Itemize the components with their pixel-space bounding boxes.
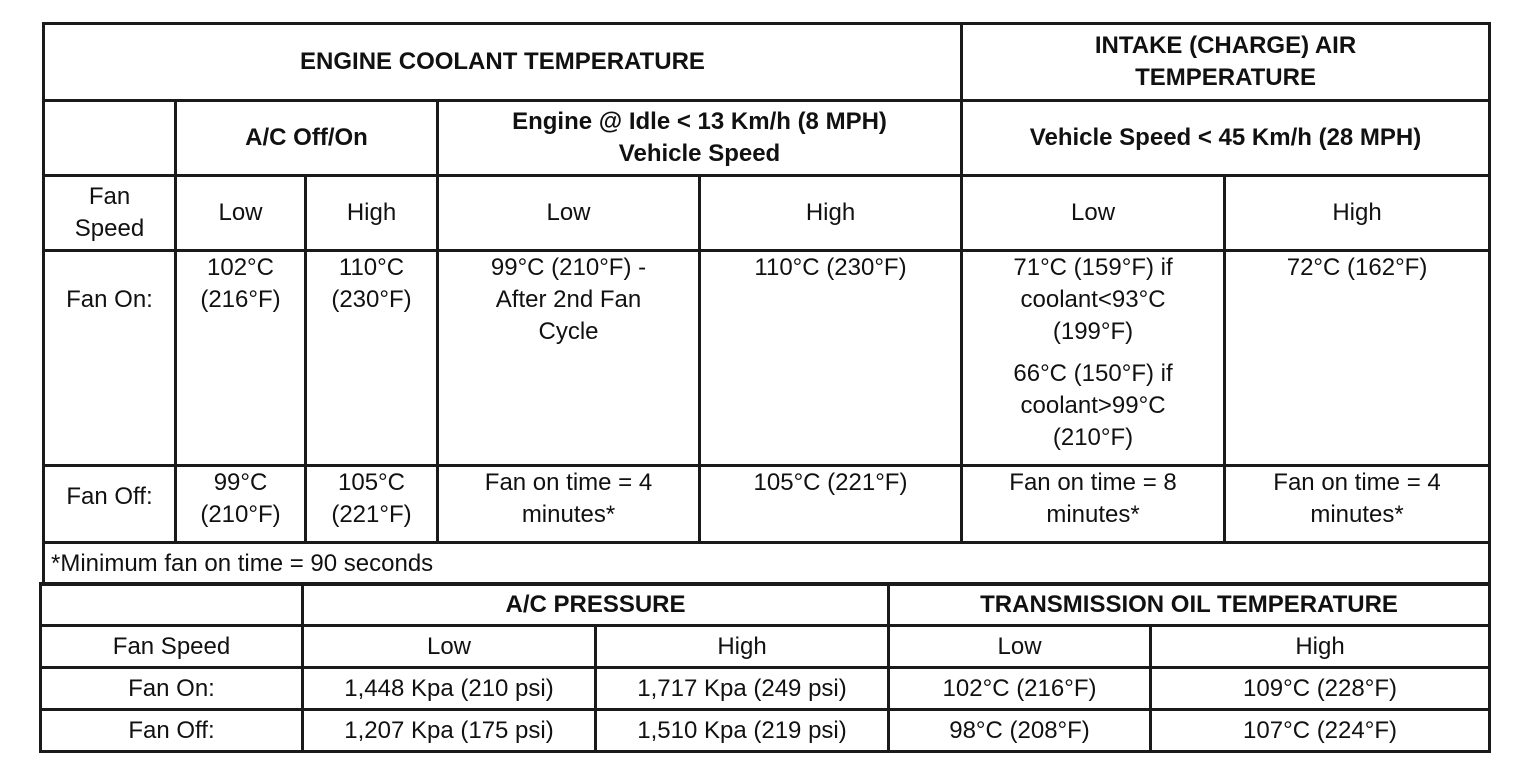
- row-label: Fan Off:: [41, 710, 303, 752]
- intake-low-header: Low: [962, 176, 1225, 251]
- ac-high-header: High: [306, 176, 438, 251]
- intake-high-header: High: [1225, 176, 1490, 251]
- ac-pressure-high: 1,717 Kpa (249 psi): [596, 668, 889, 710]
- fan-off-intake-low: Fan on time = 8 minutes*: [962, 466, 1225, 543]
- transmission-low-header: Low: [889, 626, 1151, 668]
- fan-off-idle-low: Fan on time = 4 minutes*: [438, 466, 700, 543]
- idle-high-header: High: [700, 176, 962, 251]
- transmission-high: 109°C (228°F): [1151, 668, 1490, 710]
- idle-low-header: Low: [438, 176, 700, 251]
- empty-header-cell: [44, 101, 176, 176]
- intake-speed-header: Vehicle Speed < 45 Km/h (28 MPH): [962, 101, 1490, 176]
- fan-speed-label: Fan Speed: [44, 176, 176, 251]
- fan-off-ac-low: 99°C (210°F): [176, 466, 306, 543]
- transmission-title: TRANSMISSION OIL TEMPERATURE: [889, 584, 1490, 626]
- fan-on-label: Fan On:: [44, 251, 176, 466]
- ac-pressure-low-header: Low: [303, 626, 596, 668]
- fan-on-intake-low: 71°C (159°F) if coolant<93°C (199°F) 66°C (150°F) if coolant>99°C (210°F): [962, 251, 1225, 466]
- fan-off-label: Fan Off:: [44, 466, 176, 543]
- transmission-high: 107°C (224°F): [1151, 710, 1490, 752]
- pressure-transmission-table: [39, 582, 1491, 753]
- ac-pressure-low: 1,448 Kpa (210 psi): [303, 668, 596, 710]
- ac-pressure-high-header: High: [596, 626, 889, 668]
- empty-header-cell: [41, 584, 303, 626]
- row-label: Fan On:: [41, 668, 303, 710]
- fan-off-idle-high: 105°C (221°F): [700, 466, 962, 543]
- fan-control-table: [42, 22, 1491, 586]
- intake-title: INTAKE (CHARGE) AIR TEMPERATURE: [962, 24, 1490, 101]
- ac-low-header: Low: [176, 176, 306, 251]
- fan-on-intake-high: 72°C (162°F): [1225, 251, 1490, 466]
- transmission-high-header: High: [1151, 626, 1490, 668]
- ac-pressure-high: 1,510 Kpa (219 psi): [596, 710, 889, 752]
- ac-pressure-title: A/C PRESSURE: [303, 584, 889, 626]
- fan-speed-label: Fan Speed: [41, 626, 303, 668]
- transmission-low: 98°C (208°F): [889, 710, 1151, 752]
- ac-header: A/C Off/On: [176, 101, 438, 176]
- ac-pressure-low: 1,207 Kpa (175 psi): [303, 710, 596, 752]
- fan-on-idle-low: 99°C (210°F) - After 2nd Fan Cycle: [438, 251, 700, 466]
- table-row: [41, 710, 1490, 752]
- fan-on-ac-low: 102°C (216°F): [176, 251, 306, 466]
- coolant-title: ENGINE COOLANT TEMPERATURE: [44, 24, 962, 101]
- footnote: *Minimum fan on time = 90 seconds: [44, 543, 1490, 585]
- table-row: [41, 668, 1490, 710]
- fan-on-idle-high: 110°C (230°F): [700, 251, 962, 466]
- idle-header: Engine @ Idle < 13 Km/h (8 MPH) Vehicle Speed: [438, 101, 962, 176]
- fan-off-intake-high: Fan on time = 4 minutes*: [1225, 466, 1490, 543]
- transmission-low: 102°C (216°F): [889, 668, 1151, 710]
- fan-off-ac-high: 105°C (221°F): [306, 466, 438, 543]
- fan-on-ac-high: 110°C (230°F): [306, 251, 438, 466]
